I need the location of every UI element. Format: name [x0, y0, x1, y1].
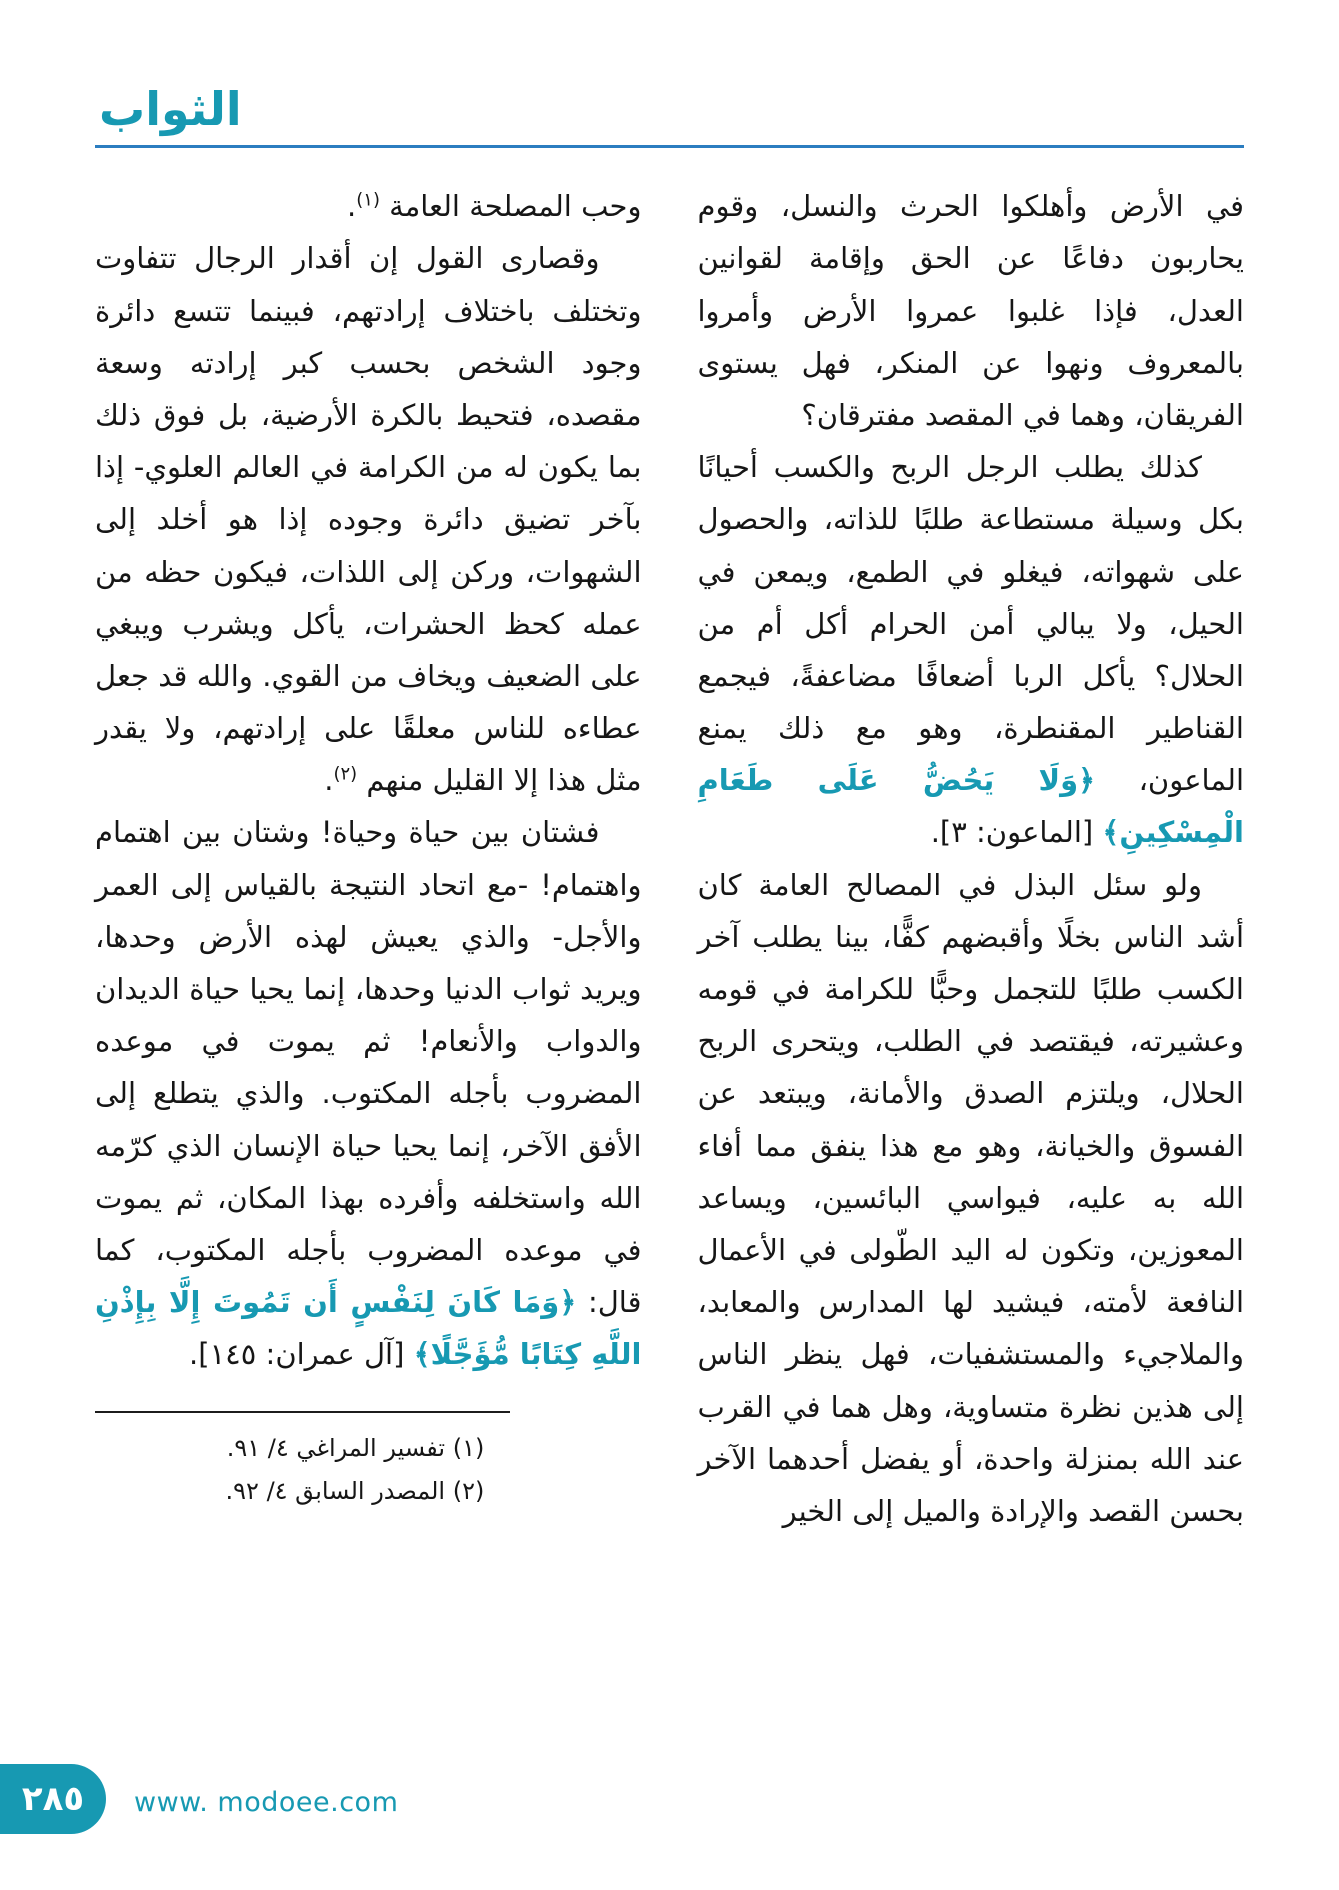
footnote-marker: (٢)	[333, 763, 358, 785]
paragraph: ولو سئل البذل في المصالح العامة كان أشد الناس بخلًا وأقبضهم كفًّا، بينا يطلب آخر الكسب طلبًا للتجمل وحبًّا للكرامة في قومه وعشيرته، فيقتصد في الطلب، ويتحرى الربح الحلال، ويلتزم الصدق والأمانة، ويبتعد عن الفسوق والخيانة، وهو مع هذا ينفق مما أفاء الله به عليه، فيواسي البائسين، ويساعد المعوزين، وتكون له اليد الطّولى في الأعمال النافعة لأمته، فيشيد لها المدارس والمعابد، والملاجيء والمستشفيات، فهل ينظر الناس إلى هذين نظرة متساوية، وهل هما في القرب عند الله بمنزلة واحدة، أو يفضل أحدهما الآخر بحسن القصد والإرادة والميل إلى الخير	[697, 867, 1244, 1528]
paragraph	[95, 180, 642, 232]
paragraph: في الأرض وأهلكوا الحرث والنسل، وقوم يحاربون دفاعًا عن الحق وإقامة لقوانين العدل، فإذا غلبوا عمروا الأرض وأمروا بالمعروف ونهوا عن المنكر، فهل يستوى الفريقان، وهما في المقصد مفترقان؟	[697, 189, 1244, 432]
body-text: وحب المصلحة العامة	[379, 189, 642, 224]
verse-reference: [الماعون: ٣].	[930, 815, 1103, 850]
footnote-item: (١) تفسير المراغي ٤/ ٩١.	[226, 1433, 485, 1462]
quran-verse: ﴿وَمَا كَانَ لِنَفْسٍ أَن تَمُوتَ إِلَّا بِإِذْنِ اللَّهِ كِتَابًا مُّؤَجَّلًا﴾	[95, 1285, 642, 1372]
header-rule	[95, 145, 1244, 148]
footnote-item: (٢) المصدر السابق ٤/ ٩٢.	[225, 1476, 485, 1505]
footnotes-block	[95, 1411, 510, 1513]
body-text: فشتان بين حياة وحياة! وشتان بين اهتمام واهتمام! -مع اتحاد النتيجة بالقياس إلى العمر والأجل- والذي يعيش لهذه الأرض وحدها، ويريد ثواب الدنيا وحدها، إنما يحيا حياة الديدان والدواب والأنعام! ثم يموت في موعده المضروب بأجله المكتوب. والذي يتطلع إلى الأفق الآخر، إنما يحيا حياة الإنسان الذي كرّمه الله واستخلفه وأفرده بهذا المكان، ثم يموت في موعده المضروب بأجله المكتوب، كما قال:	[95, 815, 642, 1320]
quran-verse: ﴿وَلَا يَحُضُّ عَلَى طَعَامِ الْمِسْكِينِ﴾	[697, 763, 1244, 850]
page-number: ٢٨٥	[21, 1779, 85, 1819]
footnotes-separator	[95, 1411, 510, 1413]
chapter-title: الثواب	[99, 82, 242, 136]
paragraph	[95, 232, 642, 806]
body-text: وقصارى القول إن أقدار الرجال تتفاوت وتختلف باختلاف إرادتهم، فبينما تتسع دائرة وجود الشخص بحسب كبر إرادته وسعة مقصده، فتحيط بالكرة الأرضية، بل فوق ذلك بما يكون له من الكرامة في العالم العلوي- إذا بآخر تضيق دائرة وجوده إذا هو أخلد إلى الشهوات، وركن إلى اللذات، فيكون حظه من عمله كحظ الحشرات، يأكل ويشرب ويبغي على الضعيف ويخاف من القوي. والله قد جعل عطاءه للناس معلقًا على إرادتهم، ولا يقدر مثل هذا إلا القليل منهم	[95, 241, 642, 798]
verse-reference: [آل عمران: ١٤٥].	[189, 1337, 414, 1372]
page-number-badge	[0, 1764, 106, 1834]
body-text: كذلك يطلب الرجل الربح والكسب أحيانًا بكل وسيلة مستطاعة طلبًا للذاته، والحصول على شهواته، فيغلو في الطمع، ويمعن في الحيل، ولا يبالي أمن الحرام أكل أم من الحلال؟ يأكل الربا أضعافًا مضاعفةً، فيجمع القناطير المقنطرة، وهو مع ذلك يمنع الماعون،	[697, 450, 1245, 798]
column-right	[698, 180, 1245, 1537]
website-url: www. modoee.com	[134, 1787, 399, 1818]
paragraph	[698, 441, 1245, 859]
footnote-marker: (١)	[356, 189, 380, 211]
column-left	[95, 180, 642, 1513]
page-header	[95, 82, 1244, 148]
body-text: .	[347, 189, 357, 224]
body-text: .	[324, 763, 334, 798]
paragraph	[95, 806, 642, 1380]
text-columns	[95, 180, 1244, 1537]
